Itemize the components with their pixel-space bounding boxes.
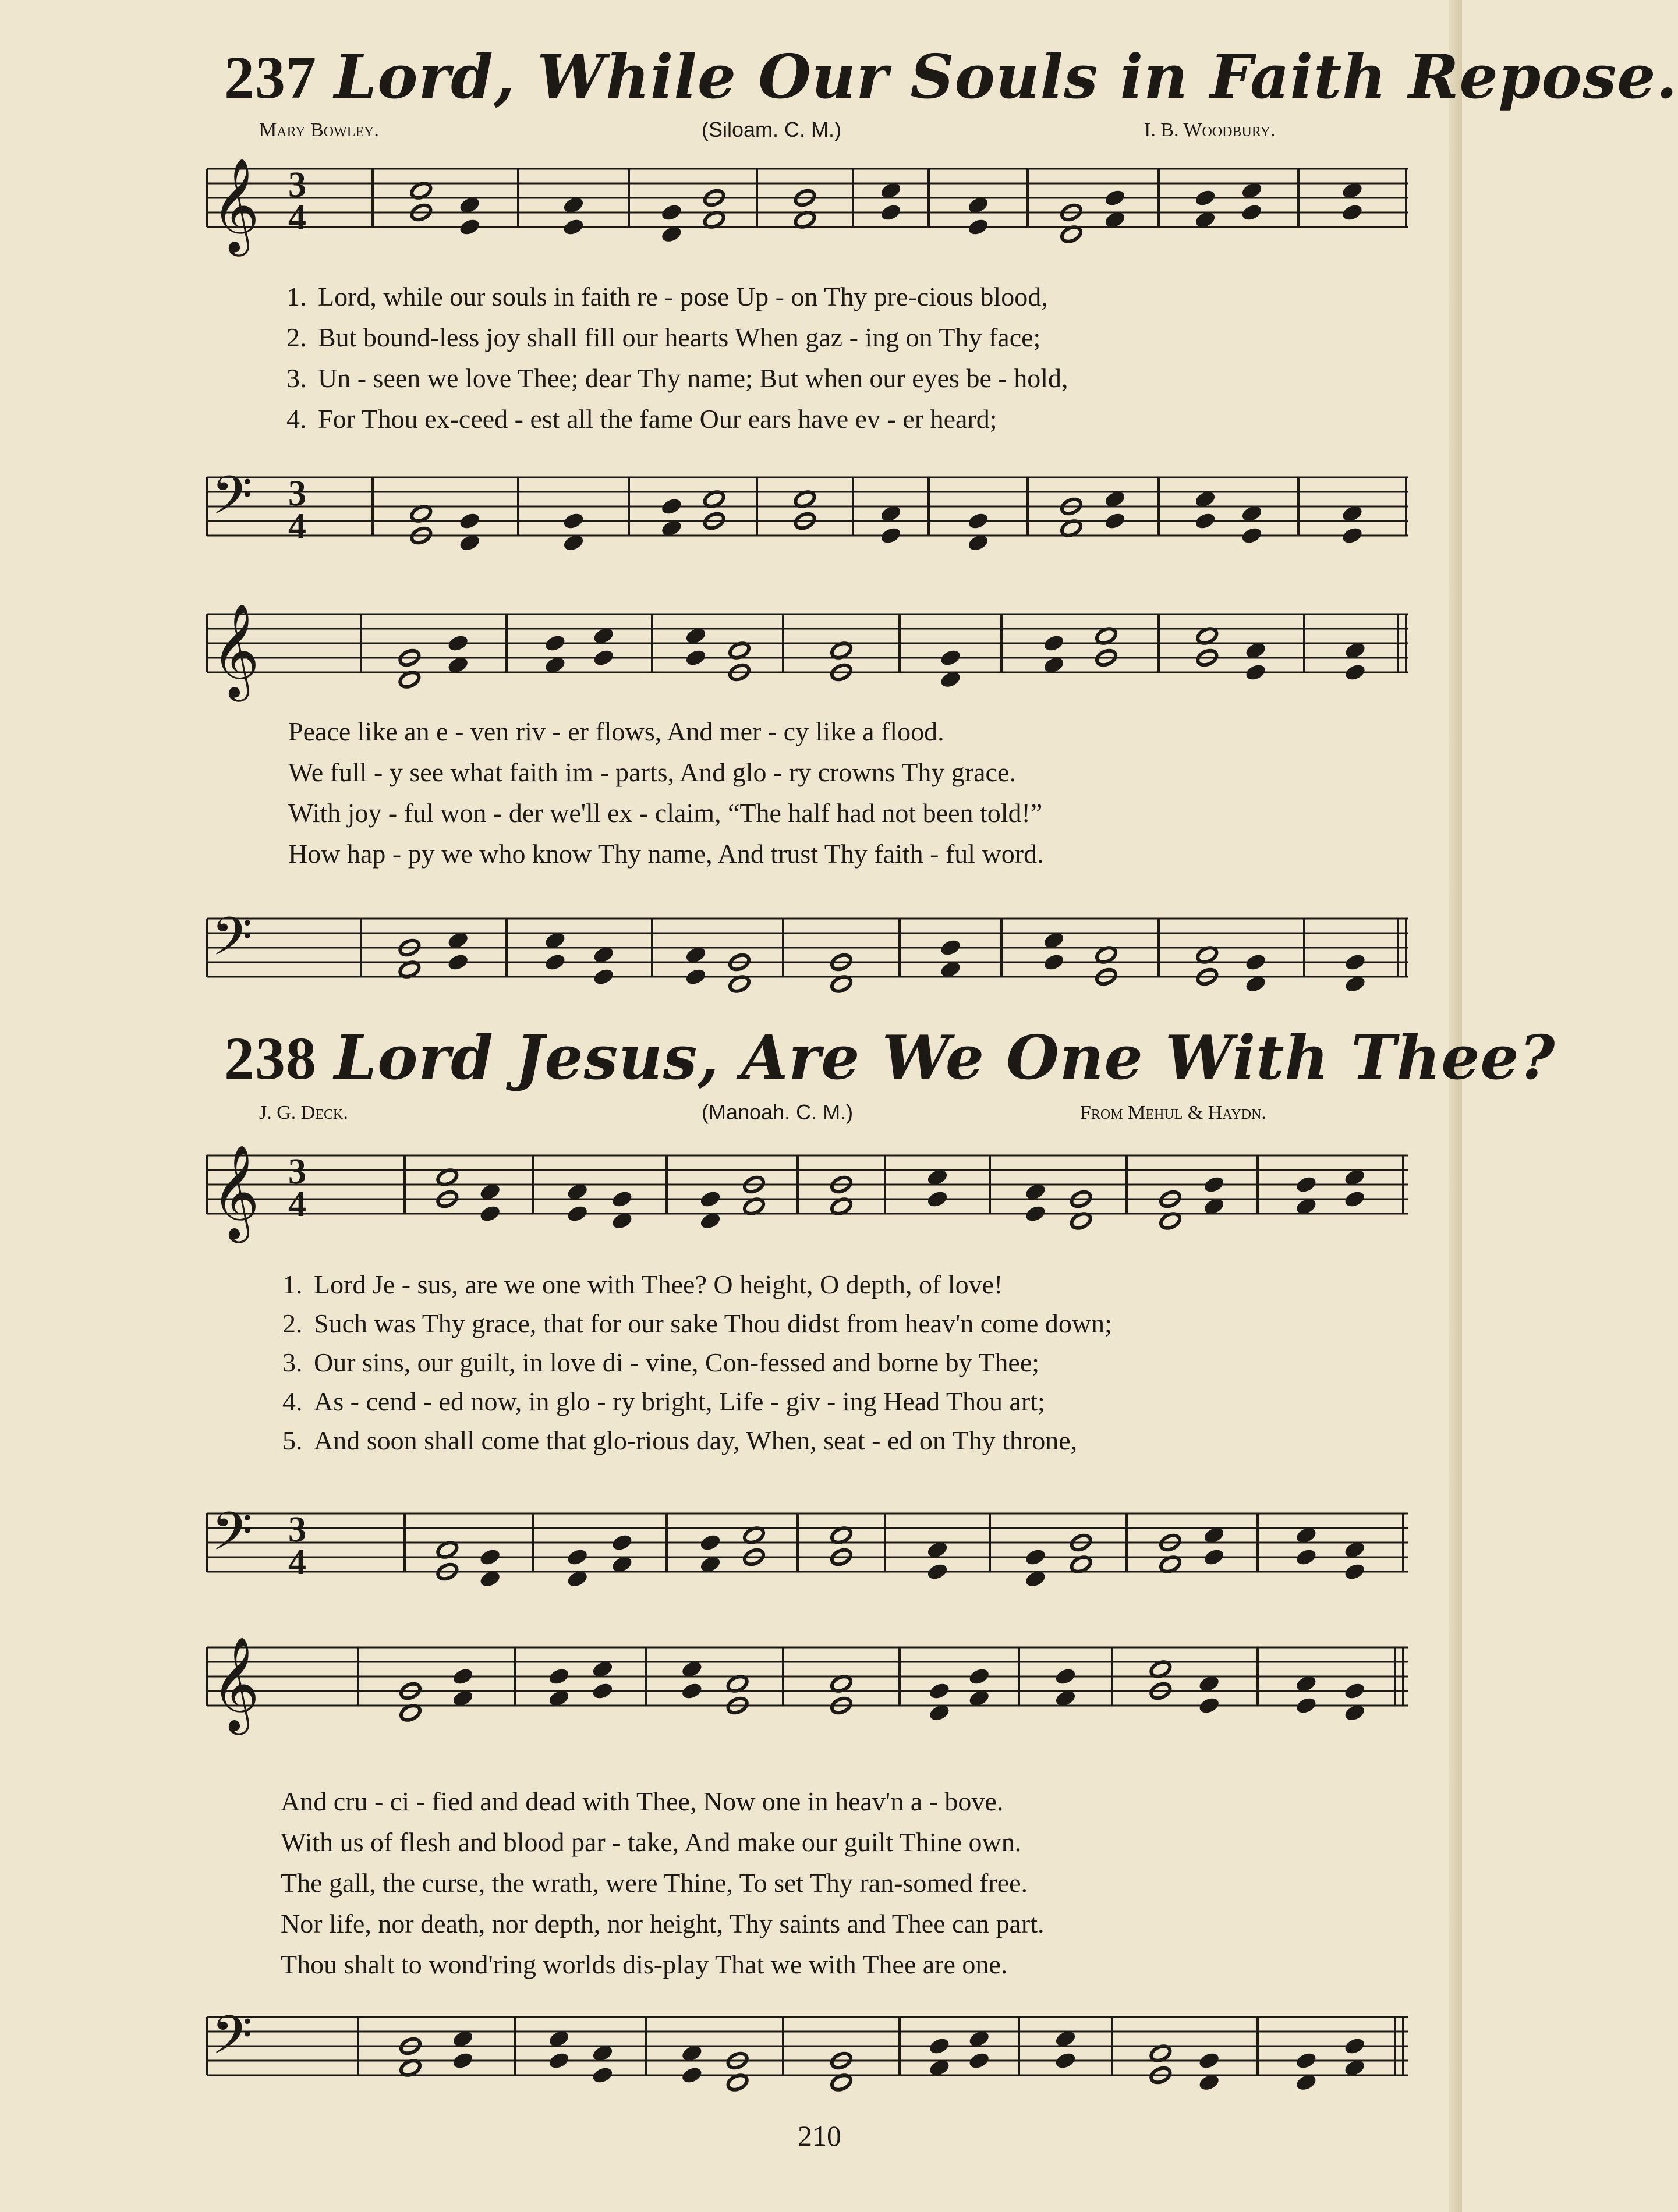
lyric-line: We full - y see what faith im - parts, And glo - ry crowns Thy grace. bbox=[288, 757, 1016, 787]
quarter-note bbox=[458, 217, 482, 237]
quarter-note bbox=[479, 1547, 502, 1567]
quarter-note bbox=[680, 1681, 703, 1701]
quarter-note bbox=[1024, 1204, 1047, 1224]
quarter-note bbox=[968, 2051, 991, 2071]
quarter-note bbox=[927, 1681, 951, 1701]
quarter-note bbox=[967, 217, 990, 237]
lyric-line: 4. For Thou ex-ceed - est all the fame Our ears have ev - er heard; bbox=[286, 404, 997, 434]
quarter-note bbox=[879, 203, 902, 222]
quarter-note bbox=[660, 497, 683, 516]
quarter-note bbox=[1244, 662, 1268, 682]
quarter-note bbox=[684, 967, 707, 987]
time-signature-bottom: 4 bbox=[288, 198, 306, 237]
quarter-note bbox=[926, 1562, 949, 1582]
quarter-note bbox=[939, 648, 962, 668]
quarter-note bbox=[684, 648, 707, 668]
quarter-note bbox=[610, 1189, 633, 1209]
quarter-note bbox=[1343, 2036, 1367, 2056]
hymn-number: 237 bbox=[224, 44, 317, 111]
quarter-note bbox=[1103, 511, 1127, 531]
lyric-line: 4. As - cend - ed now, in glo - ry bright, Life - giv - ing Head Thou art; bbox=[282, 1387, 1045, 1416]
quarter-note bbox=[1343, 1562, 1367, 1582]
lyric-line: With joy - ful won - der we'll ex - claim, “The half had not been told!” bbox=[288, 798, 1043, 828]
quarter-note bbox=[1343, 662, 1367, 682]
treble-clef-icon: 𝄞 bbox=[211, 158, 260, 253]
time-signature-bottom: 4 bbox=[288, 1185, 306, 1224]
quarter-note bbox=[927, 2036, 951, 2056]
quarter-note bbox=[1240, 203, 1263, 222]
bass-clef-icon: 𝄢 bbox=[211, 906, 253, 980]
quarter-note bbox=[939, 938, 962, 958]
quarter-note bbox=[458, 511, 482, 531]
quarter-note bbox=[1343, 1681, 1367, 1701]
lyric-line: 2. But bound-less joy shall fill our hearts When gaz - ing on Thy face; bbox=[286, 322, 1041, 352]
quarter-note bbox=[562, 217, 585, 237]
quarter-note bbox=[879, 526, 902, 545]
quarter-note bbox=[1294, 1696, 1318, 1715]
quarter-note bbox=[547, 1667, 571, 1686]
quarter-note bbox=[968, 1667, 991, 1686]
time-signature-bottom: 4 bbox=[288, 1543, 306, 1582]
hymn-author: Mary Bowley. bbox=[259, 119, 379, 141]
quarter-note bbox=[1340, 526, 1364, 545]
lyric-line: Nor life, nor death, nor depth, nor height, Thy saints and Thee can part. bbox=[281, 1909, 1045, 1938]
lyric-line: 3. Un - seen we love Thee; dear Thy name; But when our eyes be - hold, bbox=[286, 363, 1068, 393]
quarter-note bbox=[543, 633, 567, 653]
lyric-line: Peace like an e - ven riv - er flows, And mer - cy like a flood. bbox=[288, 717, 944, 746]
quarter-note bbox=[926, 1189, 949, 1209]
quarter-note bbox=[566, 1547, 589, 1567]
quarter-note bbox=[1343, 952, 1367, 972]
lyric-line: 1. Lord Je - sus, are we one with Thee? O height, O depth, of love! bbox=[282, 1270, 1003, 1299]
quarter-note bbox=[1198, 1696, 1221, 1715]
lyric-line: And cru - ci - fied and dead with Thee, Now one in heav'n a - bove. bbox=[281, 1786, 1004, 1816]
quarter-note bbox=[1198, 2051, 1221, 2071]
quarter-note bbox=[1042, 633, 1065, 653]
hymn-title: Lord Jesus, Are We One With Thee? bbox=[334, 1022, 1556, 1093]
quarter-note bbox=[451, 1667, 475, 1686]
quarter-note bbox=[1054, 1667, 1077, 1686]
quarter-note bbox=[562, 511, 585, 531]
quarter-note bbox=[1244, 952, 1268, 972]
quarter-note bbox=[479, 1204, 502, 1224]
quarter-note bbox=[451, 2051, 475, 2071]
time-signature-top: 3 bbox=[288, 165, 306, 205]
lyric-line: 2. Such was Thy grace, that for our sake Thou didst from heav'n come down; bbox=[282, 1309, 1112, 1338]
quarter-note bbox=[591, 2065, 614, 2085]
quarter-note bbox=[610, 1533, 633, 1552]
bass-clef-icon: 𝄢 bbox=[211, 1501, 253, 1575]
quarter-note bbox=[1240, 526, 1263, 545]
hymn-composer: From Mehul & Haydn. bbox=[1080, 1102, 1266, 1123]
bass-clef-icon: 𝄢 bbox=[211, 2004, 253, 2079]
quarter-note bbox=[1294, 2051, 1318, 2071]
quarter-note bbox=[1343, 1189, 1367, 1209]
lyric-line: With us of flesh and blood par - take, And make our guilt Thine own. bbox=[281, 1827, 1022, 1857]
hymn-author: J. G. Deck. bbox=[259, 1102, 348, 1123]
quarter-note bbox=[1054, 2051, 1077, 2071]
quarter-note bbox=[1294, 1547, 1318, 1567]
quarter-note bbox=[547, 2051, 571, 2071]
quarter-note bbox=[592, 967, 615, 987]
lyric-line: 5. And soon shall come that glo-rious day, When, seat - ed on Thy throne, bbox=[282, 1426, 1078, 1455]
tune-name: (Siloam. C. M.) bbox=[702, 118, 842, 141]
lyric-line: Thou shalt to wond'ring worlds dis-play That we with Thee are one. bbox=[281, 1949, 1008, 1979]
quarter-note bbox=[1294, 1175, 1318, 1194]
quarter-note bbox=[1024, 1547, 1047, 1567]
quarter-note bbox=[699, 1189, 722, 1209]
quarter-note bbox=[543, 952, 567, 972]
bass-clef-icon: 𝄢 bbox=[211, 465, 253, 539]
lyric-line: How hap - py we who know Thy name, And trust Thy faith - ful word. bbox=[288, 839, 1044, 869]
quarter-note bbox=[1202, 1175, 1226, 1194]
quarter-note bbox=[699, 1533, 722, 1552]
quarter-note bbox=[592, 648, 615, 668]
time-signature-top: 3 bbox=[288, 1152, 306, 1192]
treble-clef-icon: 𝄞 bbox=[211, 1636, 260, 1731]
page-number: 210 bbox=[798, 2119, 841, 2152]
quarter-note bbox=[1042, 952, 1065, 972]
time-signature-top: 3 bbox=[288, 1510, 306, 1550]
quarter-note bbox=[1202, 1547, 1226, 1567]
quarter-note bbox=[1340, 203, 1364, 222]
treble-clef-icon: 𝄞 bbox=[211, 1144, 260, 1239]
quarter-note bbox=[447, 633, 470, 653]
quarter-note bbox=[591, 1681, 614, 1701]
quarter-note bbox=[1194, 188, 1217, 208]
hymn-title: Lord, While Our Souls in Faith Repose. bbox=[334, 41, 1678, 112]
quarter-note bbox=[1103, 188, 1127, 208]
treble-clef-icon: 𝄞 bbox=[211, 603, 260, 698]
lyric-line: 1. Lord, while our souls in faith re - pose Up - on Thy pre-cious blood, bbox=[286, 282, 1048, 311]
time-signature-bottom: 4 bbox=[288, 506, 306, 546]
hymn-composer: I. B. Woodbury. bbox=[1144, 119, 1276, 141]
quarter-note bbox=[1194, 511, 1217, 531]
quarter-note bbox=[447, 952, 470, 972]
quarter-note bbox=[660, 203, 683, 222]
lyric-line: The gall, the curse, the wrath, were Thine, To set Thy ran-somed free. bbox=[281, 1868, 1028, 1898]
tune-name: (Manoah. C. M.) bbox=[702, 1100, 854, 1124]
hymn-number: 238 bbox=[224, 1025, 317, 1092]
quarter-note bbox=[566, 1204, 589, 1224]
lyric-line: 3. Our sins, our guilt, in love di - vine, Con-fessed and borne by Thee; bbox=[282, 1348, 1040, 1377]
quarter-note bbox=[680, 2065, 703, 2085]
time-signature-top: 3 bbox=[288, 474, 306, 513]
quarter-note bbox=[967, 511, 990, 531]
